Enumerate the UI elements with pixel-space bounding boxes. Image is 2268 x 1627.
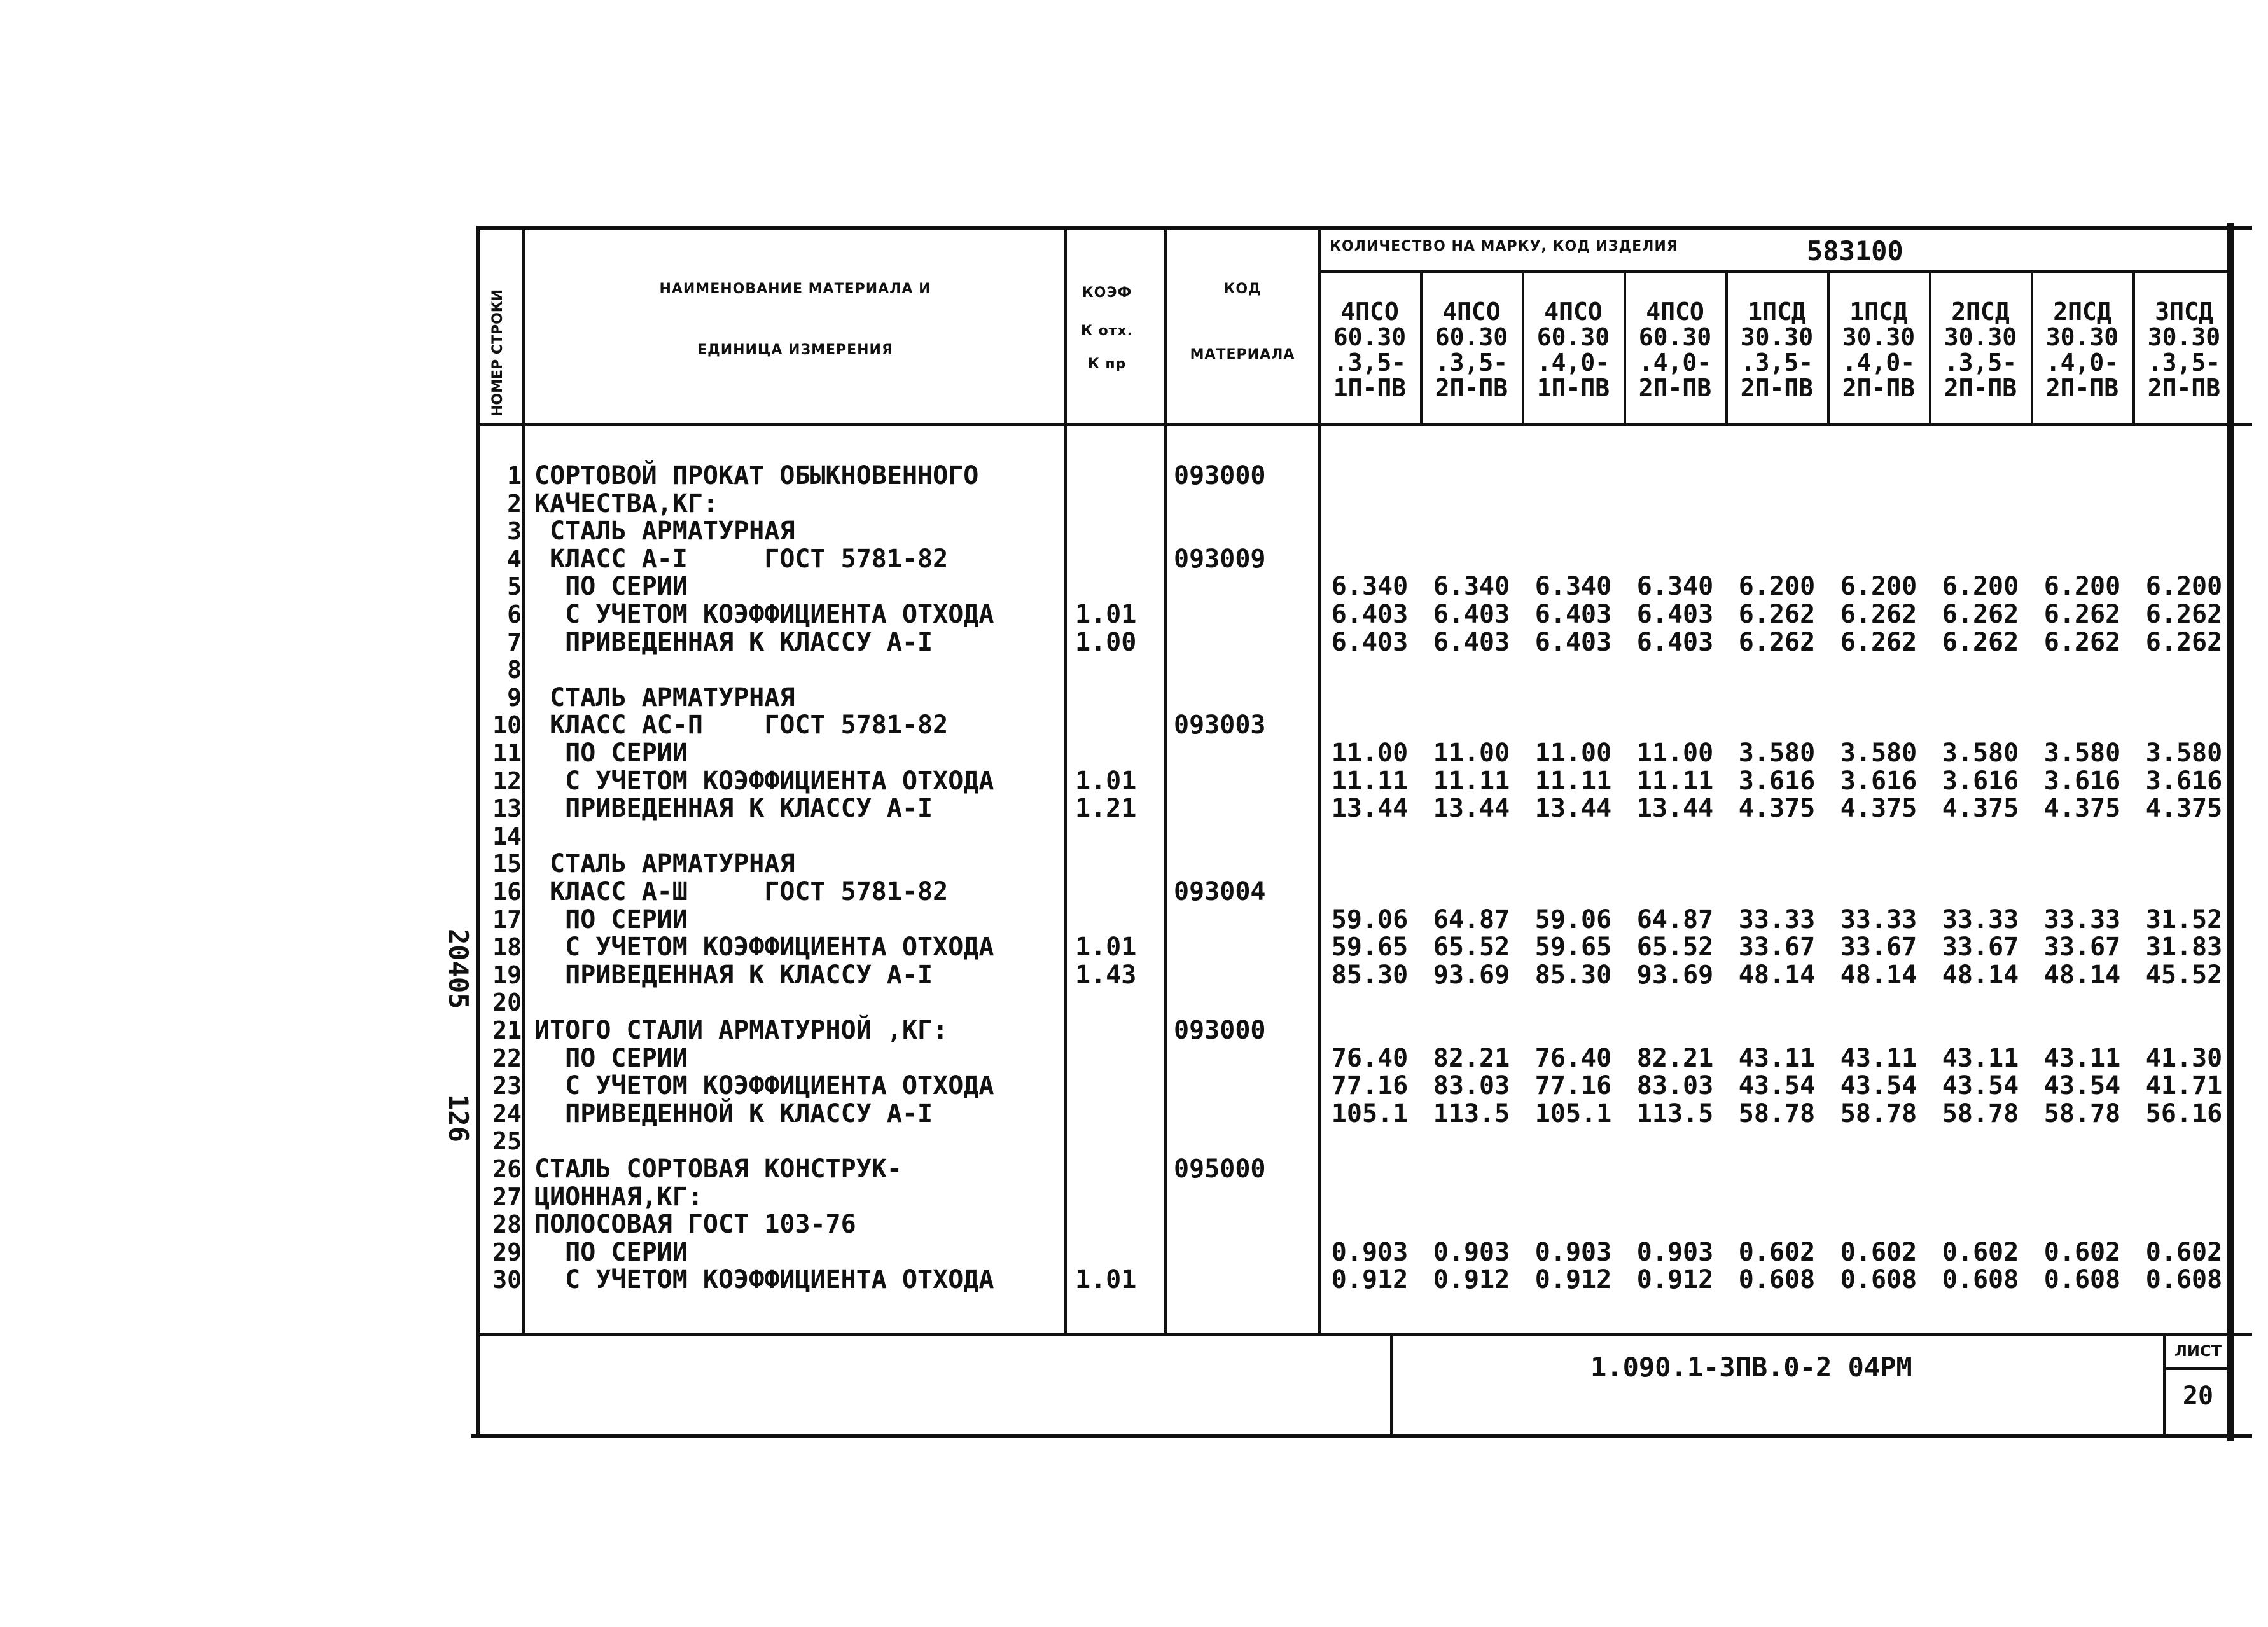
row-value: 48.14 — [1942, 960, 2019, 990]
row-number: 15 — [492, 850, 522, 878]
row-description: СТАЛЬ АРМАТУРНАЯ — [534, 516, 795, 546]
product-column-header: 2ПСД 30.30 .3,5- 2П-ПВ — [1944, 298, 2017, 402]
row-value: 13.44 — [1331, 794, 1409, 824]
row-number: 29 — [492, 1238, 522, 1266]
row-value: 113.5 — [1636, 1098, 1714, 1128]
row-value: 13.44 — [1534, 794, 1612, 824]
row-description: КАЧЕСТВА,КГ: — [534, 488, 718, 518]
row-number: 19 — [492, 960, 522, 989]
row-value: 6.262 — [2043, 627, 2121, 657]
row-value: 43.54 — [1840, 1071, 1917, 1101]
row-coefficient: 1.00 — [1075, 627, 1137, 657]
row-number: 18 — [492, 933, 522, 962]
row-value: 0.608 — [1840, 1265, 1917, 1295]
row-material-code: 095000 — [1174, 1154, 1266, 1184]
coef-header-line3: К пр — [1087, 356, 1127, 372]
row-value: 82.21 — [1433, 1043, 1510, 1073]
row-number: 14 — [492, 822, 522, 850]
row-value: 59.06 — [1534, 904, 1612, 934]
row-value: 33.33 — [1942, 904, 2019, 934]
row-value: 59.65 — [1534, 932, 1612, 962]
row-value: 59.06 — [1331, 904, 1409, 934]
row-value: 6.262 — [1942, 627, 2019, 657]
row-value: 0.903 — [1331, 1237, 1409, 1267]
row-material-code: 093009 — [1174, 544, 1266, 574]
coef-header-line1: КОЭФ — [1082, 285, 1132, 301]
row-value: 43.54 — [1942, 1071, 2019, 1101]
row-description: С УЧЕТОМ КОЭФФИЦИЕНТА ОТХОДА — [534, 766, 994, 796]
row-value: 3.580 — [1942, 738, 2019, 768]
row-number: 12 — [492, 766, 522, 795]
row-number: 7 — [507, 628, 522, 656]
row-value: 6.200 — [2043, 572, 2121, 602]
row-value: 11.00 — [1534, 738, 1612, 768]
row-value: 83.03 — [1433, 1071, 1510, 1101]
row-value: 6.262 — [1840, 627, 1917, 657]
row-value: 93.69 — [1433, 960, 1510, 990]
product-code: 583100 — [1807, 235, 1903, 267]
row-number: 21 — [492, 1016, 522, 1044]
row-value: 13.44 — [1433, 794, 1510, 824]
row-value: 0.903 — [1636, 1237, 1714, 1267]
row-number: 28 — [492, 1210, 522, 1239]
row-value: 6.262 — [1942, 600, 2019, 629]
row-value: 0.602 — [1840, 1237, 1917, 1267]
row-value: 3.616 — [1840, 766, 1917, 796]
row-value: 3.580 — [1840, 738, 1917, 768]
row-number: 4 — [507, 544, 522, 573]
inventory-number: 20405 — [443, 929, 474, 1009]
row-value: 6.262 — [1738, 627, 1816, 657]
row-number: 22 — [492, 1044, 522, 1072]
row-value: 6.340 — [1636, 572, 1714, 602]
row-value: 33.33 — [1840, 904, 1917, 934]
row-description: СТАЛЬ АРМАТУРНАЯ — [534, 682, 795, 712]
row-value: 41.71 — [2145, 1071, 2223, 1101]
row-value: 33.67 — [1942, 932, 2019, 962]
row-description: ПО СЕРИИ — [534, 738, 688, 768]
row-number: 26 — [492, 1155, 522, 1183]
row-value: 3.616 — [2043, 766, 2121, 796]
row-material-code: 093003 — [1174, 710, 1266, 740]
row-value: 58.78 — [2043, 1098, 2121, 1128]
row-value: 0.608 — [2043, 1265, 2121, 1295]
row-value: 58.78 — [1738, 1098, 1816, 1128]
product-column-header: 4ПСО 60.30 .3,5- 1П-ПВ — [1333, 298, 1407, 402]
product-column-header: 4ПСО 60.30 .3,5- 2П-ПВ — [1435, 298, 1508, 402]
row-number: 1 — [507, 462, 522, 490]
row-value: 76.40 — [1331, 1043, 1409, 1073]
row-value: 105.1 — [1534, 1098, 1612, 1128]
page-stamp: 126 — [443, 1094, 474, 1142]
row-coefficient: 1.01 — [1075, 932, 1137, 962]
row-description: ПРИВЕДЕННАЯ К КЛАССУ А-I — [534, 627, 933, 657]
row-value: 41.30 — [2145, 1043, 2223, 1073]
row-value: 3.616 — [2145, 766, 2223, 796]
row-value: 6.200 — [1840, 572, 1917, 602]
row-description: ПО СЕРИИ — [534, 1043, 688, 1073]
row-description: ПОЛОСОВАЯ ГОСТ 103-76 — [534, 1210, 856, 1240]
row-material-code: 093004 — [1174, 877, 1266, 906]
row-coefficient: 1.21 — [1075, 794, 1137, 824]
row-value: 85.30 — [1331, 960, 1409, 990]
row-value: 6.340 — [1534, 572, 1612, 602]
product-column-header: 2ПСД 30.30 .4,0- 2П-ПВ — [2045, 298, 2119, 402]
row-value: 3.616 — [1738, 766, 1816, 796]
row-number: 8 — [507, 656, 522, 684]
row-value: 33.67 — [2043, 932, 2121, 962]
name-header-line2: ЕДИНИЦА ИЗМЕРЕНИЯ — [697, 342, 893, 358]
row-value: 11.00 — [1331, 738, 1409, 768]
row-description: КЛАСС АС-П ГОСТ 5781-82 — [534, 710, 949, 740]
row-coefficient: 1.01 — [1075, 600, 1137, 629]
row-number: 6 — [507, 600, 522, 628]
row-value: 11.00 — [1433, 738, 1510, 768]
row-description: ИТОГО СТАЛИ АРМАТУРНОЙ ,КГ: — [534, 1016, 949, 1045]
row-value: 6.200 — [1738, 572, 1816, 602]
row-value: 77.16 — [1534, 1071, 1612, 1101]
row-number: 2 — [507, 489, 522, 518]
code-header-line2: МАТЕРИАЛА — [1190, 347, 1295, 363]
row-number: 17 — [492, 905, 522, 934]
sheet-label: ЛИСТ — [2174, 1342, 2222, 1360]
row-value: 43.54 — [1738, 1071, 1816, 1101]
row-number: 5 — [507, 572, 522, 601]
row-value: 48.14 — [2043, 960, 2121, 990]
row-value: 11.00 — [1636, 738, 1714, 768]
row-value: 6.403 — [1331, 627, 1409, 657]
row-coefficient: 1.43 — [1075, 960, 1137, 990]
row-value: 11.11 — [1433, 766, 1510, 796]
row-description: ПРИВЕДЕННАЯ К КЛАССУ А-I — [534, 960, 933, 990]
row-material-code: 093000 — [1174, 461, 1266, 490]
row-number: 16 — [492, 878, 522, 906]
row-value: 6.403 — [1433, 627, 1510, 657]
row-value: 33.67 — [1840, 932, 1917, 962]
row-value: 0.912 — [1433, 1265, 1510, 1295]
row-value: 59.65 — [1331, 932, 1409, 962]
row-description: С УЧЕТОМ КОЭФФИЦИЕНТА ОТХОДА — [534, 600, 994, 629]
product-column-header: 4ПСО 60.30 .4,0- 2П-ПВ — [1638, 298, 1712, 402]
row-value: 6.200 — [1942, 572, 2019, 602]
row-value: 0.912 — [1534, 1265, 1612, 1295]
row-value: 3.580 — [2145, 738, 2223, 768]
row-value: 3.580 — [2043, 738, 2121, 768]
row-value: 43.54 — [2043, 1071, 2121, 1101]
row-value: 65.52 — [1636, 932, 1714, 962]
row-description: КЛАСС А-I ГОСТ 5781-82 — [534, 544, 949, 574]
row-description: ПО СЕРИИ — [534, 904, 688, 934]
row-value: 48.14 — [1738, 960, 1816, 990]
row-value: 58.78 — [1942, 1098, 2019, 1128]
row-value: 64.87 — [1433, 904, 1510, 934]
row-value: 43.11 — [2043, 1043, 2121, 1073]
row-value: 83.03 — [1636, 1071, 1714, 1101]
row-value: 6.403 — [1636, 627, 1714, 657]
row-value: 33.33 — [1738, 904, 1816, 934]
row-value: 6.403 — [1636, 600, 1714, 629]
row-value: 0.602 — [2043, 1237, 2121, 1267]
row-number: 20 — [492, 988, 522, 1017]
row-value: 105.1 — [1331, 1098, 1409, 1128]
row-coefficient: 1.01 — [1075, 1265, 1137, 1295]
row-number: 30 — [492, 1266, 522, 1294]
row-description: СОРТОВОЙ ПРОКАТ ОБЫКНОВЕННОГО — [534, 461, 979, 490]
row-value: 0.903 — [1534, 1237, 1612, 1267]
row-value: 3.580 — [1738, 738, 1816, 768]
row-description: СТАЛЬ СОРТОВАЯ КОНСТРУК- — [534, 1154, 902, 1184]
row-coefficient: 1.01 — [1075, 766, 1137, 796]
row-value: 77.16 — [1331, 1071, 1409, 1101]
row-value: 11.11 — [1534, 766, 1612, 796]
row-value: 85.30 — [1534, 960, 1612, 990]
row-value: 0.912 — [1331, 1265, 1409, 1295]
row-value: 48.14 — [1840, 960, 1917, 990]
row-value: 45.52 — [2145, 960, 2223, 990]
row-value: 6.403 — [1331, 600, 1409, 629]
row-value: 0.602 — [1738, 1237, 1816, 1267]
row-value: 31.83 — [2145, 932, 2223, 962]
row-description: ПО СЕРИИ — [534, 572, 688, 602]
product-column-header: 1ПСД 30.30 .4,0- 2П-ПВ — [1842, 298, 1916, 402]
product-column-header: 4ПСО 60.30 .4,0- 1П-ПВ — [1536, 298, 1610, 402]
row-number: 3 — [507, 517, 522, 546]
row-value: 6.340 — [1433, 572, 1510, 602]
row-value: 4.375 — [1738, 794, 1816, 824]
row-number-header: НОМЕР СТРОКИ — [490, 289, 506, 417]
row-value: 6.403 — [1433, 600, 1510, 629]
row-value: 4.375 — [1942, 794, 2019, 824]
row-value: 6.403 — [1534, 600, 1612, 629]
row-description: С УЧЕТОМ КОЭФФИЦИЕНТА ОТХОДА — [534, 1265, 994, 1295]
row-value: 0.608 — [2145, 1265, 2223, 1295]
row-value: 43.11 — [1942, 1043, 2019, 1073]
row-number: 9 — [507, 683, 522, 712]
row-description: ПРИВЕДЕННАЯ К КЛАССУ А-I — [534, 794, 933, 824]
row-value: 3.616 — [1942, 766, 2019, 796]
row-number: 23 — [492, 1072, 522, 1100]
row-value: 93.69 — [1636, 960, 1714, 990]
code-header-line1: КОД — [1223, 281, 1262, 297]
row-value: 31.52 — [2145, 904, 2223, 934]
row-value: 43.11 — [1840, 1043, 1917, 1073]
row-value: 0.602 — [2145, 1237, 2223, 1267]
row-value: 0.903 — [1433, 1237, 1510, 1267]
row-value: 6.200 — [2145, 572, 2223, 602]
sheet-number: 20 — [2182, 1381, 2214, 1411]
row-value: 58.78 — [1840, 1098, 1917, 1128]
row-value: 6.262 — [1840, 600, 1917, 629]
row-value: 82.21 — [1636, 1043, 1714, 1073]
row-value: 0.912 — [1636, 1265, 1714, 1295]
row-value: 33.67 — [1738, 932, 1816, 962]
row-value: 4.375 — [2043, 794, 2121, 824]
row-number: 11 — [492, 739, 522, 767]
row-value: 13.44 — [1636, 794, 1714, 824]
row-value: 43.11 — [1738, 1043, 1816, 1073]
coef-header-line2: К отх. — [1080, 323, 1134, 339]
row-number: 13 — [492, 794, 522, 823]
row-value: 6.262 — [2145, 600, 2223, 629]
quantity-title: КОЛИЧЕСТВО НА МАРКУ, КОД ИЗДЕЛИЯ — [1330, 239, 1678, 254]
row-description: ПРИВЕДЕННОЙ К КЛАССУ А-I — [534, 1098, 933, 1128]
row-value: 4.375 — [1840, 794, 1917, 824]
row-value: 56.16 — [2145, 1098, 2223, 1128]
row-description: С УЧЕТОМ КОЭФФИЦИЕНТА ОТХОДА — [534, 932, 994, 962]
row-material-code: 093000 — [1174, 1016, 1266, 1045]
row-value: 113.5 — [1433, 1098, 1510, 1128]
row-value: 33.33 — [2043, 904, 2121, 934]
document-code: 1.090.1-3ПВ.0-2 04РМ — [1590, 1352, 1912, 1383]
row-value: 6.340 — [1331, 572, 1409, 602]
row-description: С УЧЕТОМ КОЭФФИЦИЕНТА ОТХОДА — [534, 1071, 994, 1101]
row-description: ПО СЕРИИ — [534, 1237, 688, 1267]
row-description: ЦИОННАЯ,КГ: — [534, 1182, 703, 1212]
row-number: 10 — [492, 711, 522, 740]
name-header-line1: НАИМЕНОВАНИЕ МАТЕРИАЛА И — [659, 281, 931, 297]
row-value: 64.87 — [1636, 904, 1714, 934]
row-description: КЛАСС А-Ш ГОСТ 5781-82 — [534, 877, 949, 906]
row-value: 65.52 — [1433, 932, 1510, 962]
product-column-header: 1ПСД 30.30 .3,5- 2П-ПВ — [1740, 298, 1814, 402]
row-value: 0.608 — [1738, 1265, 1816, 1295]
row-value: 0.608 — [1942, 1265, 2019, 1295]
row-value: 0.602 — [1942, 1237, 2019, 1267]
row-description: СТАЛЬ АРМАТУРНАЯ — [534, 849, 795, 879]
row-value: 11.11 — [1331, 766, 1409, 796]
row-number: 24 — [492, 1099, 522, 1128]
row-value: 76.40 — [1534, 1043, 1612, 1073]
row-value: 11.11 — [1636, 766, 1714, 796]
row-value: 6.262 — [2145, 627, 2223, 657]
row-value: 4.375 — [2145, 794, 2223, 824]
row-value: 6.262 — [2043, 600, 2121, 629]
row-value: 6.262 — [1738, 600, 1816, 629]
product-column-header: 3ПСД 30.30 .3,5- 2П-ПВ — [2147, 298, 2221, 402]
row-number: 27 — [492, 1182, 522, 1211]
row-number: 25 — [492, 1127, 522, 1156]
row-value: 6.403 — [1534, 627, 1612, 657]
